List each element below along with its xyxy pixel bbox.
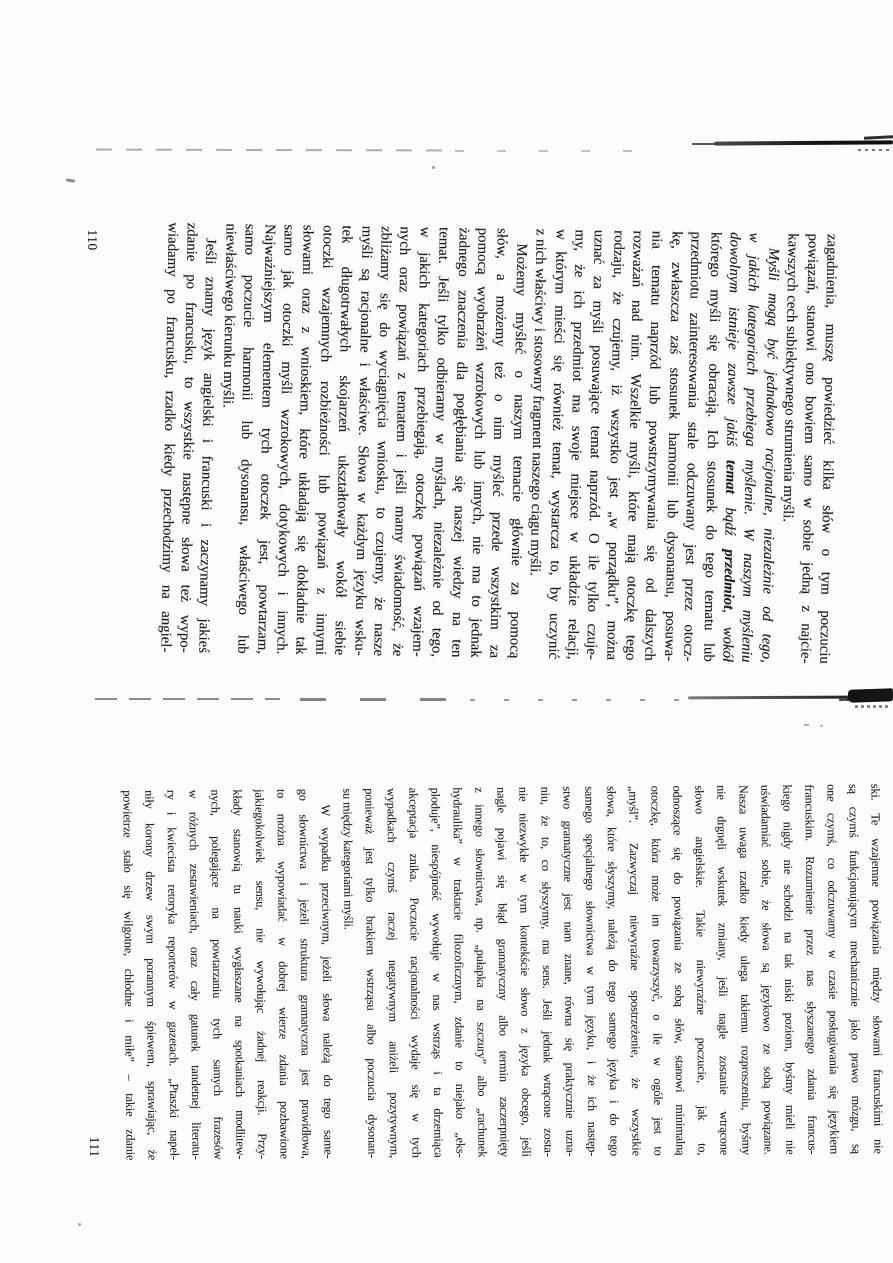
text-run: odnoszące się do powiązania ze sobą słów, stanowi minimalną (670, 785, 688, 1156)
page-number-110: 110 (85, 229, 100, 251)
text-line (820, 784, 845, 1154)
scan-speck-3 (78, 1223, 81, 1226)
text-line (160, 790, 185, 1160)
text-line (182, 790, 207, 1160)
text-run: kę, zwłaszcza zaś stosunek harmonii lub dysonansu, posuwa- (661, 230, 685, 662)
text-run: ry i kwiecista retoryka reporterów w gazetach. „Ptaszki napeł- (164, 789, 182, 1160)
text-run: temat. Jeśli tylko odbieramy w myślach, niezależnie od tego, (428, 226, 452, 658)
scan-edge-line-top-left (96, 149, 452, 152)
text-line (688, 785, 713, 1155)
text-line (754, 785, 779, 1155)
text-line (798, 784, 823, 1154)
text-run: Możemy myśleć o naszym temacie głównie za pomocą (505, 243, 530, 659)
text-line (292, 789, 317, 1159)
text-run: pomocą wyobrażeń wzrokowych lub innych, nie ma to jednak (467, 227, 491, 658)
text-run: słowa, które słyszymy, należą do tego samego języka i do tego (604, 785, 622, 1157)
text-run: my, że ich przedmiot ma swoje miejsce w układzie relacji, (564, 229, 588, 660)
page-110-text-block (153, 222, 840, 664)
text-line (314, 788, 339, 1158)
text-line (710, 785, 735, 1155)
text-line (600, 786, 625, 1156)
text-run: one czymś, co odczuwamy w czasie posługiwania się językiem (824, 784, 842, 1155)
text-run: w jakich kategoriach przebiega myślenie. W naszym myśleniu (738, 232, 763, 663)
text-run: niewłaściwego kierunku myśli. (219, 223, 239, 408)
text-run: dowolnym istnieje zawsze jakiś (722, 231, 743, 461)
text-run: którego myśli się obracają. Ich stosunek do tego tematu lub (699, 231, 724, 662)
text-run: słów, a możemy też o nim myśleć przede wszystkim za (486, 227, 511, 659)
text-line (776, 784, 801, 1154)
text-run: bądź (721, 493, 739, 550)
text-run: w którym mieści się również temat, wystarcza to, by uczynić (544, 228, 569, 660)
scan-gutter-line-4 (688, 696, 850, 700)
scan-tick-top-corner (864, 135, 893, 139)
text-run: tek długotrwałych skojarzeń ukształtowały wokół siebie (331, 225, 356, 656)
text-line (270, 789, 295, 1159)
text-line (468, 787, 493, 1157)
text-run: kawszych cech subiektywnego strumienia myśli. (779, 232, 801, 523)
text-line (578, 786, 603, 1156)
text-run: niły korony drzew swym porannym śpiewem, sprawiając, że (142, 790, 160, 1161)
text-run: zbliżamy się do wyciągnięcia wniosku, to czujemy, że nasze (370, 225, 394, 657)
text-run: zdanie po francusku, to wszystkie następne słowa też wypo- (176, 222, 200, 653)
text-run: jakiegokolwiek sensu, nie wywołując żadnej reakcji. Przy- (252, 789, 270, 1160)
text-run: otoczkę, która może im towarzyszyć, o ile w ogóle jest to (648, 785, 666, 1156)
text-run: nie niezwykłe w tym kontekście słowo z języka obcego, jeśli (516, 786, 534, 1157)
text-run: samego specjalnego słownictwa w tym języku, i że ich następ- (582, 786, 600, 1157)
text-run: rozważań nad nim. Wszelkie myśli, które mają otoczkę tego (622, 230, 646, 661)
text-run: ski. Te wzajemne powiązania między słowami francuskimi nie (868, 783, 886, 1154)
text-run: żadnego znaczenia dla pogłębiania się naszej wiedzy na ten (447, 227, 472, 658)
text-line (644, 786, 669, 1156)
scan-edge-line-top-mid (455, 150, 645, 152)
scan-streak-top-right (714, 140, 893, 145)
text-run: powiązań, stanowi ono bowiem samo w sobie jedną z najcie- (796, 233, 821, 664)
text-line (424, 787, 449, 1157)
text-run: wiadamy po francusku, rzadko kiedy przechodzimy na angiel- (157, 222, 181, 653)
text-line (248, 789, 273, 1159)
text-line (358, 788, 383, 1158)
text-run: w jakich kategoriach przebiegają, otoczkę powiązań wzajem- (409, 226, 433, 657)
scan-speck-5 (820, 725, 823, 727)
text-run: są czymś funkcjonującym mechanicznie jako prawo mózgu, są (846, 783, 864, 1154)
text-line (116, 790, 141, 1160)
text-run: powietrze stało się wilgotne, chłodne i miłe” – takie zdanie (120, 790, 138, 1161)
text-run: , wokół (719, 609, 737, 663)
scan-ink-blob-right (848, 688, 893, 703)
text-line (556, 786, 581, 1156)
text-line (380, 788, 405, 1158)
text-run: niu, że to, co słyszymy, ma sens. Jeśli jednak wtrącone zosta- (538, 786, 556, 1157)
text-run: ploduje”, niespójność wywołuje w nas wstrząs i ta drzemiąca (428, 787, 446, 1158)
text-line (732, 785, 757, 1155)
text-line (842, 784, 867, 1154)
text-run: su między kategoriami myśli. (340, 788, 356, 930)
text-run: myśli są racjonalne i właściwe. Słowa w każdym języku wsku- (350, 225, 375, 656)
text-run: uznać za myśli posuwające temat naprzód. O ile tylko czuje- (583, 229, 608, 660)
text-run: z nich właściwy i stosowny fragment naszego ciągu myśli. (526, 228, 549, 577)
text-run: słowo angielskie. Takie niewyraźne poczucie, jak to, (692, 785, 710, 1156)
text-run: Nasza uwaga rzadko kiedy ulega takiemu rozproszeniu, byśmy (736, 784, 754, 1155)
scan-gutter-line-3 (470, 699, 680, 701)
text-line (490, 787, 515, 1157)
scan-speck-4 (804, 724, 809, 726)
page-number-111: 111 (87, 1136, 102, 1158)
text-run: Myśli mogą być jednakowo racjonalne, niezależnie od tego, (758, 247, 782, 663)
text-run: samo poczucie harmonii lub dysonansu, właściwego lub (234, 223, 259, 654)
scan-speck-2 (432, 166, 435, 169)
text-run: nagle pojawi się błąd gramatyczny albo termin zaczerpnięty (494, 786, 512, 1158)
text-run: Jeśli znamy język angielski i francuski i zaczynamy jakieś (195, 237, 220, 654)
text-run: przedmiotu zainteresowania stale odczuwany jest przez otocz- (680, 231, 704, 662)
text-run: akceptacja znika. Poczucie racjonalności wydaje się w tych (406, 787, 424, 1158)
text-run: rodzaju, że czujemy, iż wszystko jest „w porządku”, można (602, 229, 627, 661)
text-line (226, 789, 251, 1159)
bold-term: temat (722, 459, 739, 494)
text-run: nia tematu naprzód lub powstrzymywania się od dalszych (641, 230, 666, 661)
text-line (204, 789, 229, 1159)
bold-term: przedmiot (720, 549, 738, 610)
text-line (138, 790, 163, 1160)
text-run: nych, polegające na powtarzaniu tych samych frazesów (208, 789, 226, 1160)
text-line (402, 788, 427, 1158)
page-111-text-block (116, 784, 889, 1161)
text-run: samo jak otoczki myśli wzrokowych, dotykowych i innych. (273, 224, 297, 655)
scan-ink-blob-speckle (855, 705, 888, 708)
text-line (622, 786, 647, 1156)
text-run: nych oraz powiązań z tematem i jeśli mamy świadomość, że (389, 226, 414, 657)
text-run: kłady stanowią tu nauki wygłaszane na spotkaniach modlitew- (230, 789, 248, 1160)
text-run: słowami oraz z wnioskiem, które układają się dokładnie tak (292, 224, 317, 655)
scan-speck-1 (66, 178, 75, 182)
text-run: „myśl”. Zazwyczaj niewyraźne spostrzeżenie, że wszystkie (626, 785, 644, 1156)
text-run: uświadamiać sobie, że słowa są językowo ze sobą powiązane. (758, 784, 776, 1155)
text-run: w różnych zestawieniach, oraz cały gatunek tandetnej literatu- (186, 789, 204, 1160)
text-line (446, 787, 471, 1157)
scan-gutter-line-1 (95, 698, 280, 700)
scan-dots-top-corner (858, 149, 890, 151)
text-run: z innego słownictwa, np. „pułapka na szczury” albo „rachunek (472, 787, 490, 1158)
text-run: wypadkach czymś raczej negatywnym aniżeli pozytywnym, (384, 787, 402, 1159)
text-line (864, 784, 889, 1154)
text-run: kiego nigdy nie schodzi na tak niski poziom, byśmy mieli nie (780, 784, 798, 1155)
text-run: otoczki wzajemnych rozbieżności lub powiązań z innymi (312, 224, 336, 656)
text-run: ponieważ jest tylko brakiem wstrząsu albo poczucia dysonan- (362, 788, 380, 1159)
text-line (666, 785, 691, 1155)
text-run: go słownictwa i jeżeli struktura gramatyczna jest prawidłowa, (296, 788, 314, 1159)
text-run: zagadnienia, muszę powiedzieć kilka słów o tym poczuciu (816, 233, 840, 664)
text-run: W wypadku przeciwnym, jeżeli słowa należą do tego same- (318, 804, 336, 1159)
text-run: hydraulika” w traktacie filozoficznym, zdanie to niejako „eks- (450, 787, 468, 1158)
text-run: nie drgnęli wskutek zmiany, jeśli nagle zostanie wtrącone (714, 785, 732, 1156)
text-run: stwo gramatyczne jest nam znane, równa się praktycznie uzna- (560, 786, 578, 1157)
text-run: Najważniejszym elementem tych otoczek jest, powtarzam, (253, 223, 278, 655)
text-run: to można wypowiadać w dobrej wierze zdania pozbawione (274, 788, 292, 1159)
scan-gutter-line-2 (300, 698, 450, 701)
text-line (336, 788, 361, 1158)
text-line (512, 787, 537, 1157)
text-run: francuskim. Rozumienie przez nas słyszanego zdania francus- (802, 784, 820, 1155)
text-line (534, 787, 559, 1157)
